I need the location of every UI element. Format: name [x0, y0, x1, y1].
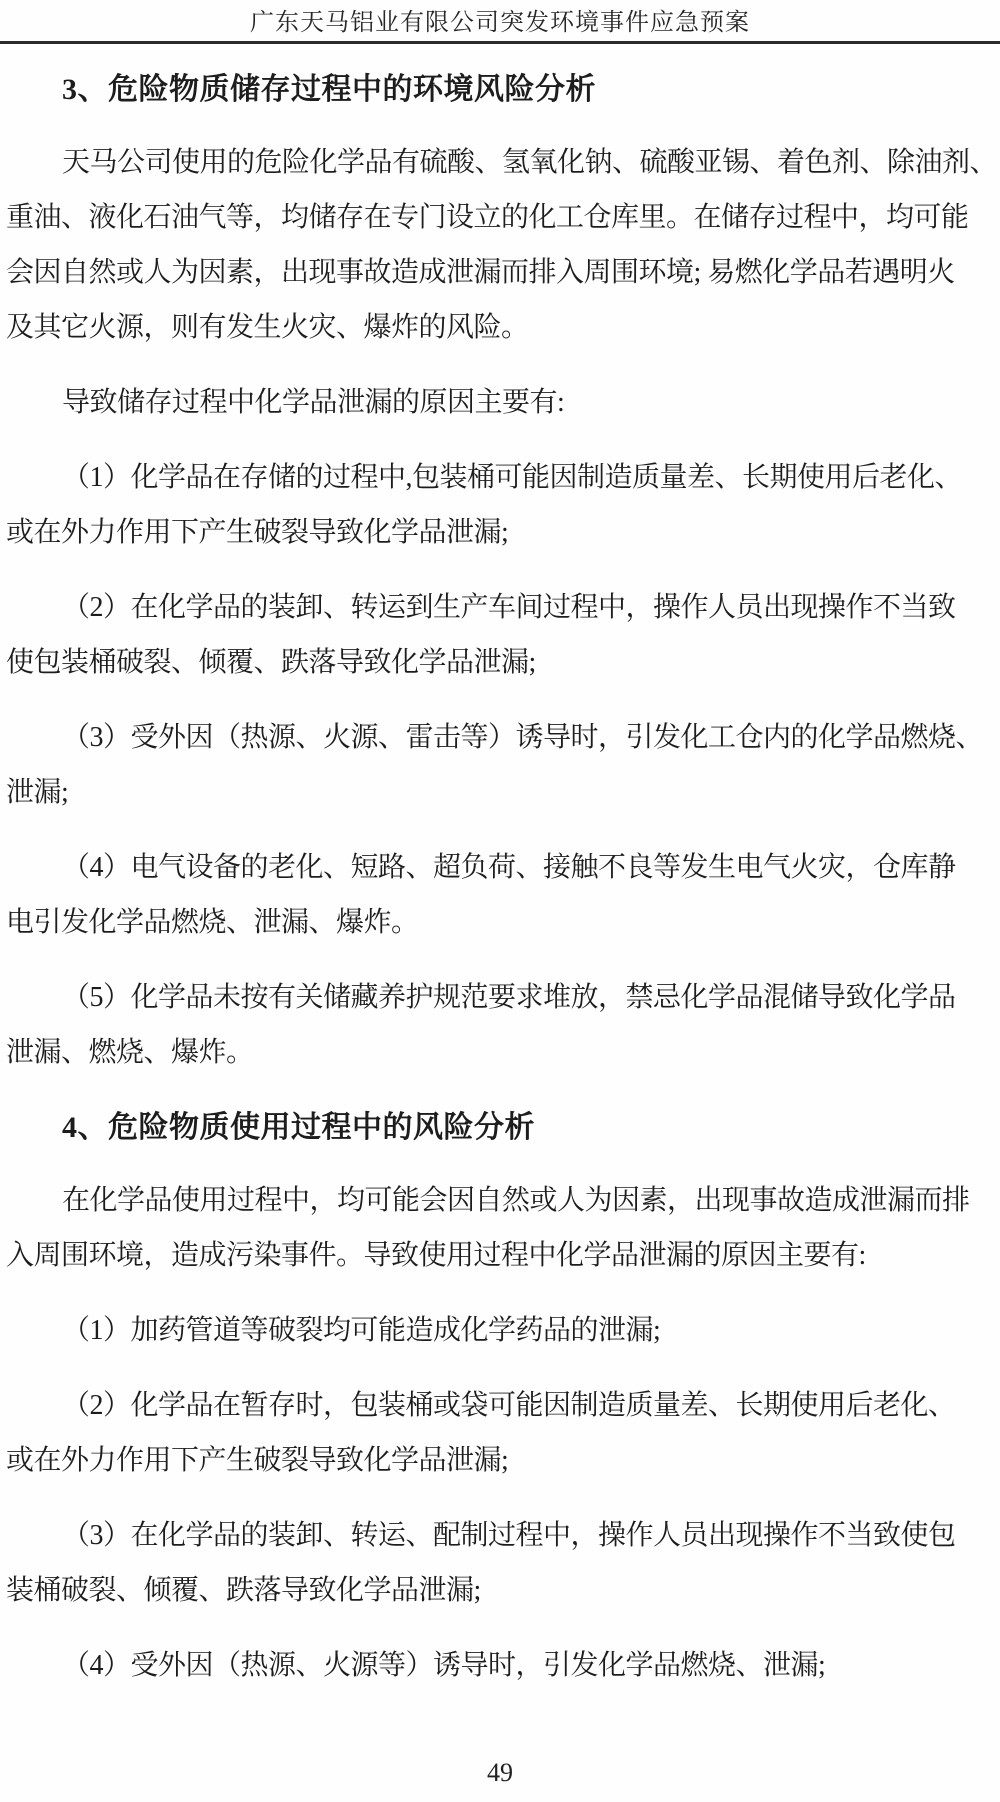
text-line: 装桶破裂、倾覆、跌落导致化学品泄漏;	[6, 1575, 481, 1606]
text-line: （3）受外因（热源、火源、雷击等）诱导时，引发化工仓内的化学品燃烧、	[62, 722, 984, 753]
text-line: 使包装桶破裂、倾覆、跌落导致化学品泄漏;	[6, 647, 536, 678]
text-line: 在化学品使用过程中，均可能会因自然或人为因素，出现事故造成泄漏而排	[62, 1185, 970, 1216]
list-item-2	[6, 1378, 992, 1488]
text-line: 泄漏;	[6, 777, 69, 808]
text-line: 或在外力作用下产生破裂导致化学品泄漏;	[6, 1445, 509, 1476]
text-line: （2）在化学品的装卸、转运到生产车间过程中，操作人员出现操作不当致	[62, 592, 956, 623]
text-line: 导致储存过程中化学品泄漏的原因主要有:	[62, 387, 565, 418]
text-line: （5）化学品未按有关储藏养护规范要求堆放，禁忌化学品混储导致化学品	[62, 982, 956, 1013]
page-header-title: 广东天马铝业有限公司突发环境事件应急预案	[250, 10, 750, 36]
paragraph	[6, 375, 992, 430]
text-line: （2）化学品在暂存时，包装桶或袋可能因制造质量差、长期使用后老化、	[62, 1390, 956, 1421]
text-line: （4）受外因（热源、火源等）诱导时，引发化学品燃烧、泄漏;	[62, 1650, 826, 1681]
text-line: 重油、液化石油气等，均储存在专门设立的化工仓库里。在储存过程中，均可能	[6, 202, 969, 233]
text-line: 电引发化学品燃烧、泄漏、爆炸。	[6, 907, 419, 938]
list-item-3	[6, 1508, 992, 1618]
list-item-4	[6, 840, 992, 950]
text-line: 及其它火源，则有发生火灾、爆炸的风险。	[6, 312, 529, 343]
paragraph	[6, 135, 998, 355]
document-body	[6, 62, 998, 1693]
text-line: （1）化学品在存储的过程中,包装桶可能因制造质量差、长期使用后老化、	[62, 462, 963, 493]
section-heading-4: 4、危险物质使用过程中的风险分析	[62, 1111, 535, 1144]
text-line: 天马公司使用的危险化学品有硫酸、氢氧化钠、硫酸亚锡、着色剂、除油剂、	[62, 147, 998, 178]
text-line: （3）在化学品的装卸、转运、配制过程中，操作人员出现操作不当致使包	[62, 1520, 956, 1551]
text-line: 入周围环境，造成污染事件。导致使用过程中化学品泄漏的原因主要有:	[6, 1240, 866, 1271]
text-line: 或在外力作用下产生破裂导致化学品泄漏;	[6, 517, 509, 548]
page-number: 49	[487, 1758, 513, 1787]
list-item-1	[6, 1303, 992, 1358]
list-item-3	[6, 710, 992, 820]
list-item-1	[6, 450, 992, 560]
paragraph	[6, 1173, 992, 1283]
text-line: 泄漏、燃烧、爆炸。	[6, 1037, 254, 1068]
list-item-5	[6, 970, 992, 1080]
text-line: （1）加药管道等破裂均可能造成化学药品的泄漏;	[62, 1315, 661, 1346]
list-item-4	[6, 1638, 992, 1693]
text-line: 会因自然或人为因素，出现事故造成泄漏而排入周围环境; 易燃化学品若遇明火	[6, 257, 955, 288]
text-line: （4）电气设备的老化、短路、超负荷、接触不良等发生电气火灾，仓库静	[62, 852, 956, 883]
header-rule	[0, 41, 1000, 44]
list-item-2	[6, 580, 992, 690]
section-heading-3: 3、危险物质储存过程中的环境风险分析	[62, 73, 596, 106]
